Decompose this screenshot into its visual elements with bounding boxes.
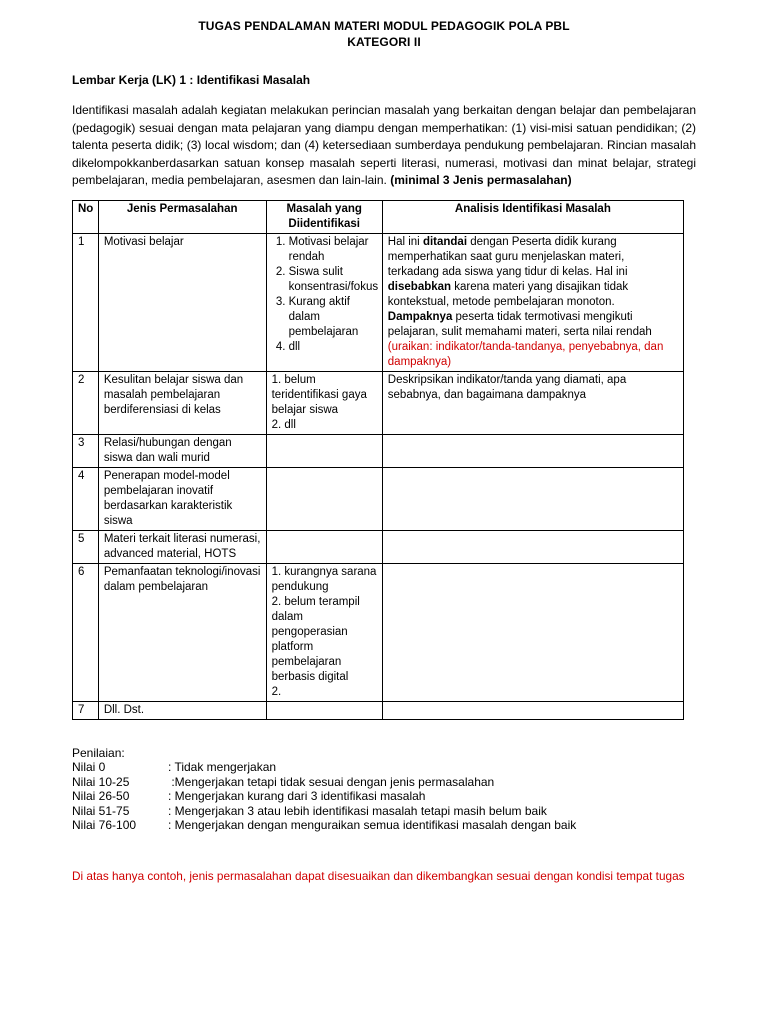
analisis-instruction: (uraikan: indikator/tanda-tandanya, penyebabnya, dan dampaknya) bbox=[387, 340, 664, 368]
penilaian-row bbox=[72, 760, 696, 775]
cell-jenis: Kesulitan belajar siswa dan masalah pembelajaran berdiferensiasi di kelas bbox=[98, 371, 266, 434]
table-header-row bbox=[73, 200, 684, 233]
penilaian-desc: : Mengerjakan kurang dari 3 identifikasi masalah bbox=[168, 789, 426, 804]
penilaian-title: Penilaian: bbox=[72, 745, 125, 760]
title-line-1: TUGAS PENDALAMAN MATERI MODUL PEDAGOGIK POLA PBL bbox=[198, 19, 570, 33]
footnote-red: Di atas hanya contoh, jenis permasalahan dapat disesuaikan dan dikembangkan sesuai dengan kondisi tempat tugas bbox=[72, 869, 685, 884]
list-item: 1. Motivasi belajar rendah bbox=[289, 235, 377, 265]
penilaian-desc: :Mengerjakan tetapi tidak sesuai dengan jenis permasalahan bbox=[168, 774, 495, 789]
list-item: 2. belum terampil dalam pengoperasian platform pembelajaran berbasis digital bbox=[271, 595, 360, 683]
cell-analisis bbox=[382, 233, 683, 371]
cell-masalah bbox=[266, 434, 382, 467]
worksheet-title: Lembar Kerja (LK) 1 : Identifikasi Masalah bbox=[72, 73, 311, 87]
cell-no: 5 bbox=[73, 530, 99, 563]
list-item: 3. Kurang aktif dalam pembelajaran bbox=[289, 295, 377, 340]
penilaian-desc: : Mengerjakan 3 atau lebih identifikasi masalah tetapi masih belum baik bbox=[168, 803, 547, 818]
analisis-bold: disebabkan bbox=[387, 280, 452, 293]
intro-text: Identifikasi masalah adalah kegiatan melakukan perincian masalah yang berkaitan dengan belajar dan pembelajaran (pedagogik) sesuai dengan mata pelajaran yang diampu dengan memperhatikan: (1) visi-misi satuan pendidikan; (2) talenta peserta didik; (3) local wisdom; dan (4) ketersediaan sumberdaya pendukung pembelajaran. Rincian masalah dikelompokkanberdasarkan satuan konsep masalah seperti literasi, numerasi, motivasi dan minat belajar, strategi pembelajaran, media pembelajaran, asesmen dan lain-lain. bbox=[72, 103, 696, 187]
cell-analisis bbox=[382, 467, 683, 530]
header-no: No bbox=[73, 200, 99, 233]
masalah-list bbox=[272, 235, 377, 355]
cell-analisis bbox=[382, 563, 683, 701]
list-item: 1. kurangnya sarana pendukung bbox=[271, 565, 377, 593]
penilaian-row bbox=[72, 804, 696, 819]
list-item: 2. dll bbox=[271, 418, 296, 431]
header-jenis: Jenis Permasalahan bbox=[98, 200, 266, 233]
analisis-text: peserta tidak termotivasi mengikuti pelajaran, sulit memahami materi, serta nilai rendah bbox=[387, 310, 652, 338]
title-line-2: KATEGORI II bbox=[347, 35, 421, 49]
cell-analisis bbox=[382, 434, 683, 467]
cell-no: 2 bbox=[73, 371, 99, 434]
analisis-bold: ditandai bbox=[422, 235, 468, 248]
header-masalah: Masalah yang Diidentifikasi bbox=[266, 200, 382, 233]
penilaian-label: Nilai 51-75 bbox=[72, 803, 130, 818]
cell-masalah bbox=[266, 701, 382, 719]
cell-analisis bbox=[382, 701, 683, 719]
penilaian-row bbox=[72, 789, 696, 804]
cell-no: 4 bbox=[73, 467, 99, 530]
table-row bbox=[73, 434, 684, 467]
analisis-bold: Dampaknya bbox=[387, 310, 453, 323]
table-row bbox=[73, 530, 684, 563]
table-row bbox=[73, 371, 684, 434]
cell-masalah bbox=[266, 233, 382, 371]
cell-masalah bbox=[266, 530, 382, 563]
document-title bbox=[72, 18, 696, 50]
cell-jenis: Materi terkait literasi numerasi, advanced material, HOTS bbox=[98, 530, 266, 563]
table-row bbox=[73, 701, 684, 719]
penilaian-row bbox=[72, 818, 696, 833]
cell-jenis: Pemanfaatan teknologi/inovasi dalam pembelajaran bbox=[98, 563, 266, 701]
analisis-text: dengan Peserta didik kurang memperhatikan saat guru menjelaskan materi, terkadang ada siswa yang tidur di kelas. Hal ini bbox=[387, 235, 628, 278]
cell-masalah bbox=[266, 467, 382, 530]
cell-no: 3 bbox=[73, 434, 99, 467]
list-item: 1. belum teridentifikasi gaya belajar siswa bbox=[271, 373, 367, 416]
cell-no: 6 bbox=[73, 563, 99, 701]
penilaian-row bbox=[72, 775, 696, 790]
list-item: 2. Siswa sulit konsentrasi/fokus bbox=[289, 265, 377, 295]
table-row bbox=[73, 563, 684, 701]
cell-masalah bbox=[266, 371, 382, 434]
cell-no: 7 bbox=[73, 701, 99, 719]
penilaian-label: Nilai 26-50 bbox=[72, 789, 130, 804]
intro-bold-suffix: (minimal 3 Jenis permasalahan) bbox=[390, 173, 572, 187]
cell-no: 1 bbox=[73, 233, 99, 371]
cell-masalah bbox=[266, 563, 382, 701]
cell-analisis: Deskripsikan indikator/tanda yang diamati, apa sebabnya, dan bagaimana dampaknya bbox=[382, 371, 683, 434]
intro-paragraph bbox=[72, 102, 696, 190]
list-item: 4. dll bbox=[289, 340, 377, 355]
table-row bbox=[73, 233, 684, 371]
cell-jenis: Motivasi belajar bbox=[98, 233, 266, 371]
header-analisis: Analisis Identifikasi Masalah bbox=[382, 200, 683, 233]
cell-jenis: Penerapan model-model pembelajaran inovatif berdasarkan karakteristik siswa bbox=[98, 467, 266, 530]
penilaian-desc: : Mengerjakan dengan menguraikan semua identifikasi masalah dengan baik bbox=[168, 818, 577, 833]
penilaian-label: Nilai 0 bbox=[72, 760, 106, 775]
document-page bbox=[72, 18, 696, 883]
penilaian-section bbox=[72, 746, 696, 834]
penilaian-label: Nilai 76-100 bbox=[72, 818, 137, 833]
cell-analisis bbox=[382, 530, 683, 563]
list-item: 2. bbox=[271, 685, 282, 698]
problem-table bbox=[72, 200, 684, 720]
penilaian-desc: : Tidak mengerjakan bbox=[168, 760, 277, 775]
cell-jenis: Dll. Dst. bbox=[98, 701, 266, 719]
cell-jenis: Relasi/hubungan dengan siswa dan wali murid bbox=[98, 434, 266, 467]
analisis-text: Hal ini bbox=[387, 235, 423, 248]
table-row bbox=[73, 467, 684, 530]
analisis-text: karena materi yang disajikan tidak kontekstual, metode pembelajaran monoton. bbox=[387, 280, 629, 308]
penilaian-label: Nilai 10-25 bbox=[72, 774, 130, 789]
